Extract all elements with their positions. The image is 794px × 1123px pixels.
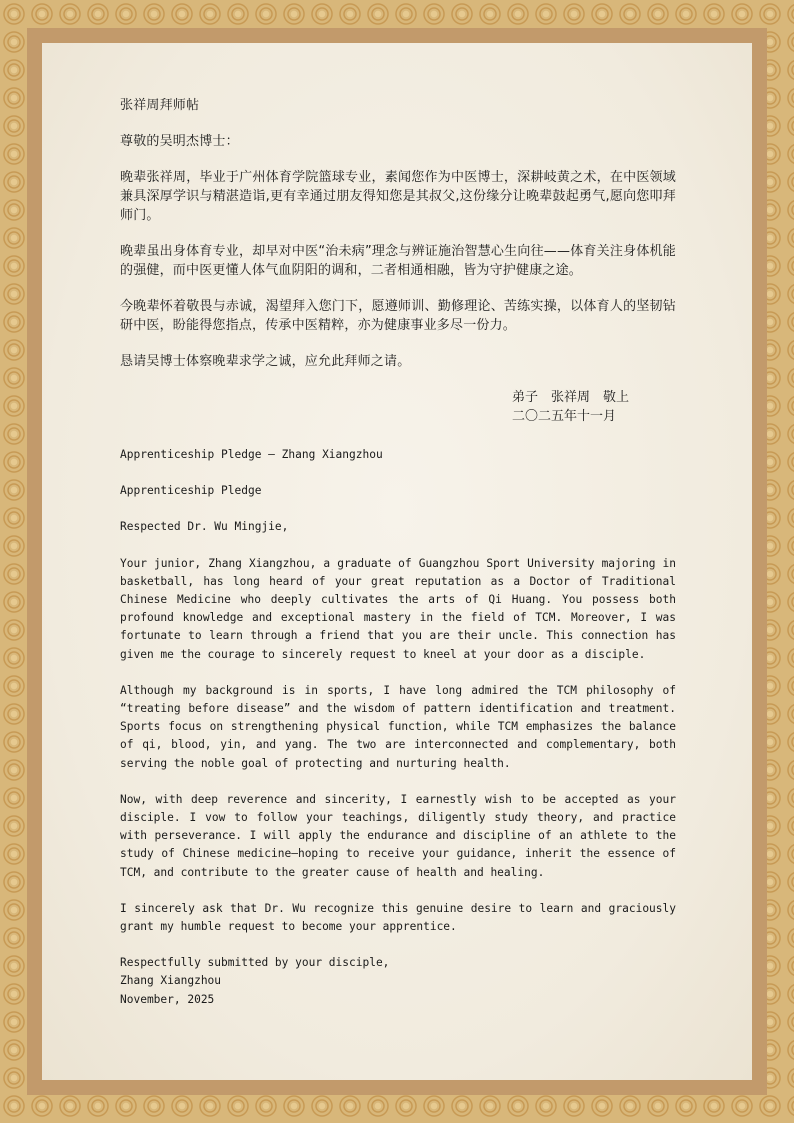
en-closing: Respectfully submitted by your disciple, <box>120 956 390 970</box>
en-paragraph-3: Now, with deep reverence and sincerity, I earnestly wish to be accepted as your disciple. I vow to follow your teachings, diligently study theory, and practice with perseverance. I will apply the endurance and discipline of an athlete to the study of Chinese medicine—hoping to receive your guidance, inherit the essence of TCM, and contribute to the greater cause of health and healing. <box>120 792 676 879</box>
en-paragraph-2: Although my background is in sports, I have long admired the TCM philosophy of “treating before disease” and the wisdom of pattern identification and treatment. Sports focus on strengthening physical function, while TCM emphasizes the balance of qi, blood, yin, and yang. The two are interconnected and complementary, both serving the noble goal of protecting and nurturing health. <box>120 683 676 770</box>
en-name: Zhang Xiangzhou <box>120 974 222 988</box>
en-paragraph-4: I sincerely ask that Dr. Wu recognize this genuine desire to learn and graciously grant my humble request to become your apprentice. <box>120 901 676 934</box>
en-salutation: Respected Dr. Wu Mingjie, <box>120 520 289 534</box>
cn-date: 二〇二五年十一月 <box>512 409 617 424</box>
cn-paragraph-4: 恳请吴博士体察晚辈求学之诚，应允此拜师之请。 <box>120 354 411 369</box>
cn-title: 张祥周拜师帖 <box>120 98 200 113</box>
en-heading: Apprenticeship Pledge — Zhang Xiangzhou <box>120 448 383 461</box>
cn-paragraph-2: 晚辈虽出身体育专业，却早对中医“治未病”理念与辨证施治智慧心生向往——体育关注身体机能的强健，而中医更懂人体气血阴阳的调和，二者相通相融，皆为守护健康之途。 <box>120 244 676 278</box>
en-paragraph-1: Your junior, Zhang Xiangzhou, a graduate of Guangzhou Sport University majoring in basketball, has long heard of your great reputation as a Doctor of Traditional Chinese Medicine who deeply cultivates the arts of Qi Huang. You possess both profound knowledge and exceptional mastery in the field of TCM. Moreover, I was fortunate to learn through a friend that you are their uncle. This connection has given me the courage to sincerely request to kneel at your door as a disciple. <box>120 556 676 661</box>
cn-paragraph-1: 晚辈张祥周，毕业于广州体育学院篮球专业，素闻您作为中医博士，深耕岐黄之术，在中医领域兼具深厚学识与精湛造诣,更有幸通过朋友得知您是其叔父,这份缘分让晚辈鼓起勇气,愿向您叩拜师门。 <box>120 170 676 223</box>
en-date: November, 2025 <box>120 992 215 1006</box>
cn-signature: 弟子 张祥周 敬上 <box>512 390 630 405</box>
en-subheading: Apprenticeship Pledge <box>120 484 262 498</box>
cn-salutation: 尊敬的吴明杰博士： <box>120 134 239 149</box>
cn-paragraph-3: 今晚辈怀着敬畏与赤诚，渴望拜入您门下，愿遵师训、勤修理论、苦练实操，以体育人的坚韧钻研中医，盼能得您指点，传承中医精粹，亦为健康事业多尽一份力。 <box>120 299 676 333</box>
letter-content <box>120 96 676 1009</box>
